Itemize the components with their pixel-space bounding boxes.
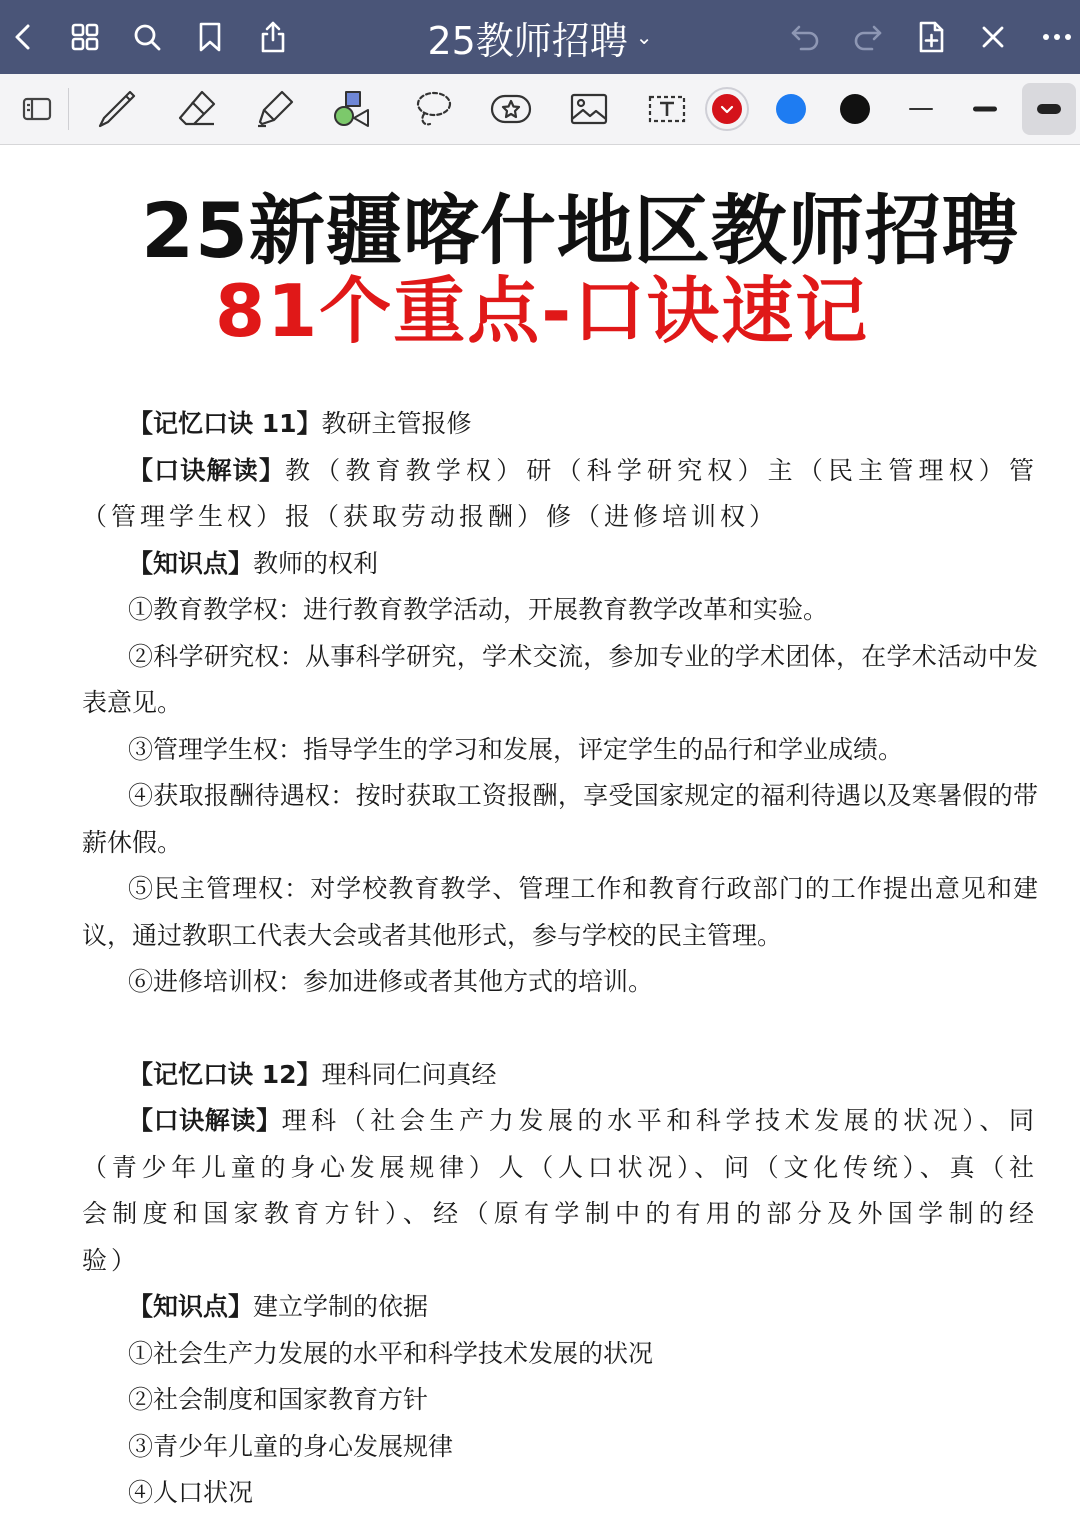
list-item: ③青少年儿童的身心发展规律 bbox=[128, 1431, 454, 1461]
text-box-icon[interactable] bbox=[642, 85, 692, 133]
mnemonic-text: 理科同仁问真经 bbox=[321, 1059, 497, 1089]
list-item: ④人口状况 bbox=[128, 1478, 254, 1507]
grid-view-icon[interactable] bbox=[62, 14, 108, 60]
interpretation-text: 教（教育教学权）研（科学研究权）主（民主管理权）管（管理学生权）报（获取劳动报酬）修（进修培训权） bbox=[82, 455, 1038, 531]
undo-icon[interactable] bbox=[782, 14, 828, 60]
interpretation-text: 理科（社会生产力发展的水平和科学技术发展的状况）、同（青少年儿童的身心发展规律）人（人口状况）、问（文化传统）、真（社会制度和国家教育方针）、经（原有学制中的有用的部分及外国学制的经验） bbox=[82, 1106, 1038, 1275]
knowledge-point-line bbox=[82, 1284, 1038, 1331]
color-blue-swatch[interactable] bbox=[766, 85, 816, 133]
knowledge-point-label: 【知识点】 bbox=[128, 1292, 254, 1321]
page-subtitle: 81个重点-口诀速记 bbox=[215, 269, 870, 353]
interpretation-line bbox=[82, 1098, 1038, 1284]
stroke-thick-option[interactable] bbox=[1022, 83, 1076, 135]
more-options-icon[interactable] bbox=[1034, 14, 1080, 60]
mnemonic-label: 【记忆口诀 12】 bbox=[128, 1059, 322, 1089]
stroke-medium-option[interactable] bbox=[960, 85, 1010, 133]
list-item: ①社会生产力发展的水平和科学技术发展的状况 bbox=[128, 1338, 654, 1368]
knowledge-point-text: 教师的权利 bbox=[253, 548, 379, 578]
list-item: ②科学研究权：从事科学研究，学术交流，参加专业的学术团体，在学术活动中发表意见。 bbox=[82, 641, 1038, 717]
toolbar-toggle-icon[interactable] bbox=[13, 85, 63, 133]
list-item: ⑤民主管理权：对学校教育教学、管理工作和教育行政部门的工作提出意见和建议，通过教职工代表大会或者其他形式，参与学校的民主管理。 bbox=[82, 874, 1038, 950]
mnemonic-line bbox=[82, 1052, 1038, 1099]
stroke-thin-option[interactable] bbox=[896, 85, 946, 133]
interpretation-line bbox=[82, 448, 1038, 541]
knowledge-point-line bbox=[82, 541, 1038, 588]
lasso-icon[interactable] bbox=[408, 85, 458, 133]
document-page bbox=[0, 145, 1080, 1507]
list-item: ④获取报酬待遇权：按时获取工资报酬，享受国家规定的福利待遇以及寒暑假的带薪休假。 bbox=[82, 781, 1038, 857]
list-item: ①教育教学权：进行教育教学活动，开展教育教学改革和实验。 bbox=[128, 595, 829, 624]
share-icon[interactable] bbox=[250, 14, 296, 60]
mnemonic-line bbox=[82, 401, 1038, 448]
search-icon[interactable] bbox=[124, 14, 170, 60]
bookmark-icon[interactable] bbox=[187, 14, 233, 60]
annotation-toolbar bbox=[0, 74, 1080, 145]
interpretation-label: 【口诀解读】 bbox=[128, 455, 285, 485]
color-black-swatch[interactable] bbox=[830, 85, 880, 133]
redo-icon[interactable] bbox=[845, 14, 891, 60]
knowledge-point-label: 【知识点】 bbox=[128, 548, 254, 578]
image-icon[interactable] bbox=[564, 85, 614, 133]
mnemonic-label: 【记忆口诀 11】 bbox=[128, 409, 322, 438]
highlighter-icon[interactable] bbox=[250, 85, 300, 133]
mnemonic-text: 教研主管报修 bbox=[321, 409, 472, 438]
section-spacer bbox=[82, 1006, 1038, 1052]
list-item: ③管理学生权：指导学生的学习和发展，评定学生的品行和学业成绩。 bbox=[128, 734, 904, 764]
interpretation-label: 【口诀解读】 bbox=[128, 1106, 282, 1135]
list-item: ②社会制度和国家教育方针 bbox=[128, 1385, 429, 1414]
shapes-icon[interactable] bbox=[328, 85, 378, 133]
pen-icon[interactable] bbox=[92, 85, 142, 133]
top-navigation-bar bbox=[0, 0, 1080, 74]
chevron-down-icon[interactable]: ⌄ bbox=[635, 25, 653, 49]
color-red-swatch[interactable] bbox=[702, 85, 752, 133]
document-title[interactable]: 25教师招聘 bbox=[427, 18, 628, 63]
list-item: ⑥进修培训权：参加进修或者其他方式的培训。 bbox=[128, 967, 654, 996]
knowledge-point-text: 建立学制的依据 bbox=[253, 1292, 429, 1321]
page-title: 25新疆喀什地区教师招聘 bbox=[141, 186, 1019, 275]
eraser-icon[interactable] bbox=[172, 85, 222, 133]
back-icon[interactable] bbox=[0, 14, 46, 60]
toolbar-divider bbox=[68, 88, 69, 130]
document-body bbox=[82, 401, 1038, 1517]
sticker-icon[interactable] bbox=[486, 85, 536, 133]
add-page-icon[interactable] bbox=[908, 14, 954, 60]
tools-icon[interactable] bbox=[970, 14, 1016, 60]
